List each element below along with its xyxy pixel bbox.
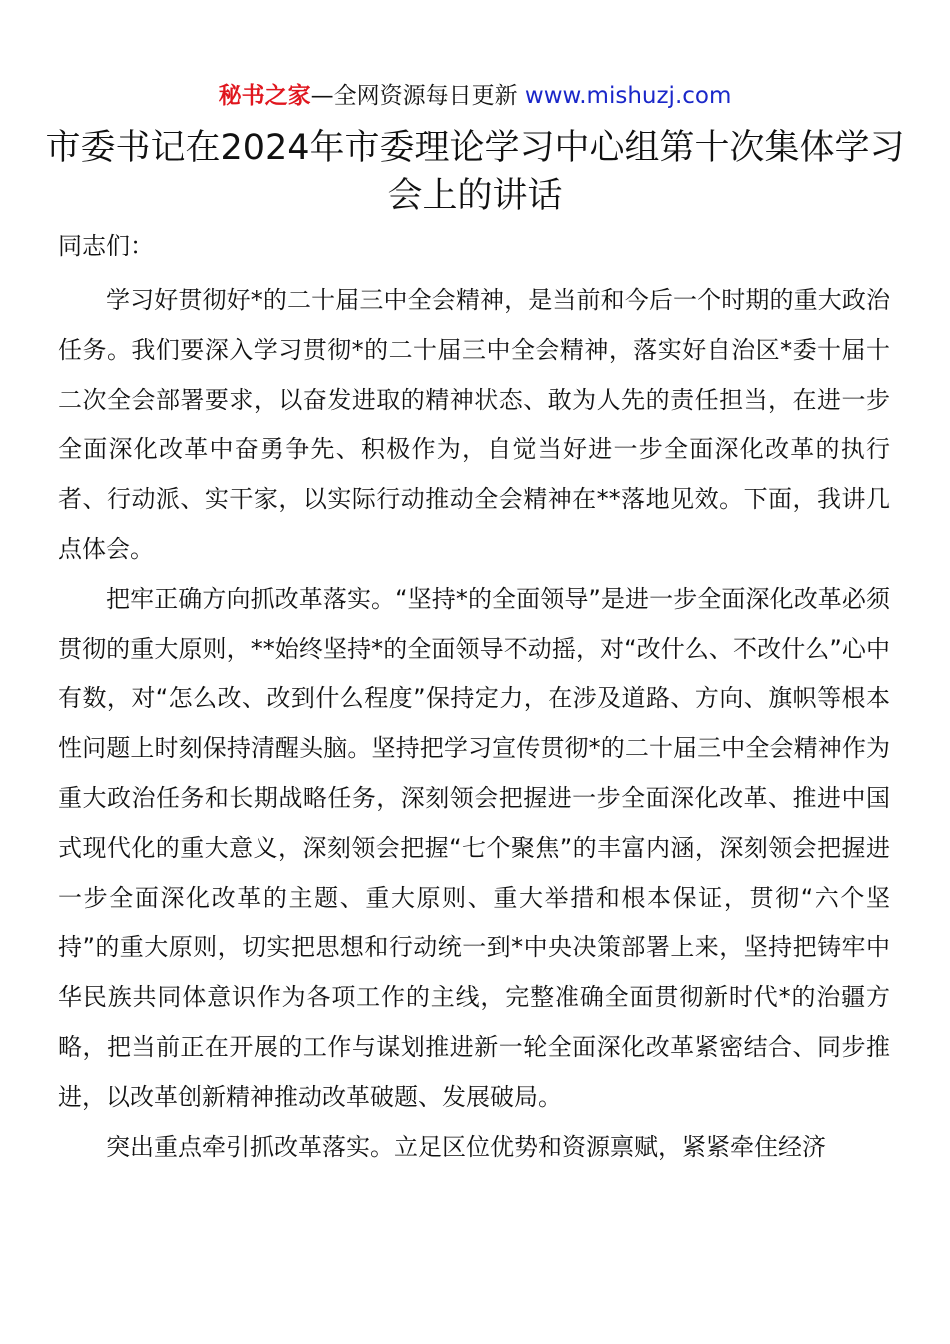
document-title: 市委书记在2024年市委理论学习中心组第十次集体学习会上的讲话 [45, 128, 905, 216]
brand-name: 秘书之家 [218, 83, 311, 109]
paragraph: 把牢正确方向抓改革落实。“坚持*的全面领导”是进一步全面深化改革必须贯彻的重大原则，**始终坚持*的全面领导不动摇，对“改什么、不改什么”心中有数，对“怎么改、改到什么程度”保持定力，在涉及道路、方向、旗帜等根本性问题上时刻保持清醒头脑。坚持把学习宣传贯彻*的二十届三中全会精神作为重大政治任务和长期战略任务，深刻领会把握进一步全面深化改革、推进中国式现代化的重大意义，深刻领会把握“七个聚焦”的丰富内涵，深刻领会把握进一步全面深化改革的主题、重大原则、重大举措和根本保证，贯彻“六个坚持”的重大原则，切实把思想和行动统一到*中央决策部署上来，坚持把铸牢中华民族共同体意识作为各项工作的主线，完整准确全面贯彻新时代*的治疆方略，把当前正在开展的工作与谋划推进新一轮全面深化改革紧密结合、同步推进，以改革创新精神推动改革破题、发展破局。 [58, 584, 890, 1111]
paragraph: 突出重点牵引抓改革落实。立足区位优势和资源禀赋，紧紧牵住经济 [106, 1132, 826, 1161]
salutation: 同志们： [58, 232, 154, 260]
header-tagline: —全网资源每日更新 [310, 83, 518, 109]
site-header [0, 80, 950, 112]
site-url-link[interactable]: www.mishuzj.com [524, 83, 732, 109]
document-body [58, 276, 890, 1172]
paragraph: 学习好贯彻好*的二十届三中全会精神，是当前和今后一个时期的重大政治任务。我们要深入学习贯彻*的二十届三中全会精神，落实好自治区*委十届十二次全会部署要求，以奋发进取的精神状态、敢为人先的责任担当，在进一步全面深化改革中奋勇争先、积极作为，自觉当好进一步全面深化改革的执行者、行动派、实干家，以实际行动推动全会精神在**落地见效。下面，我讲几点体会。 [58, 286, 890, 563]
